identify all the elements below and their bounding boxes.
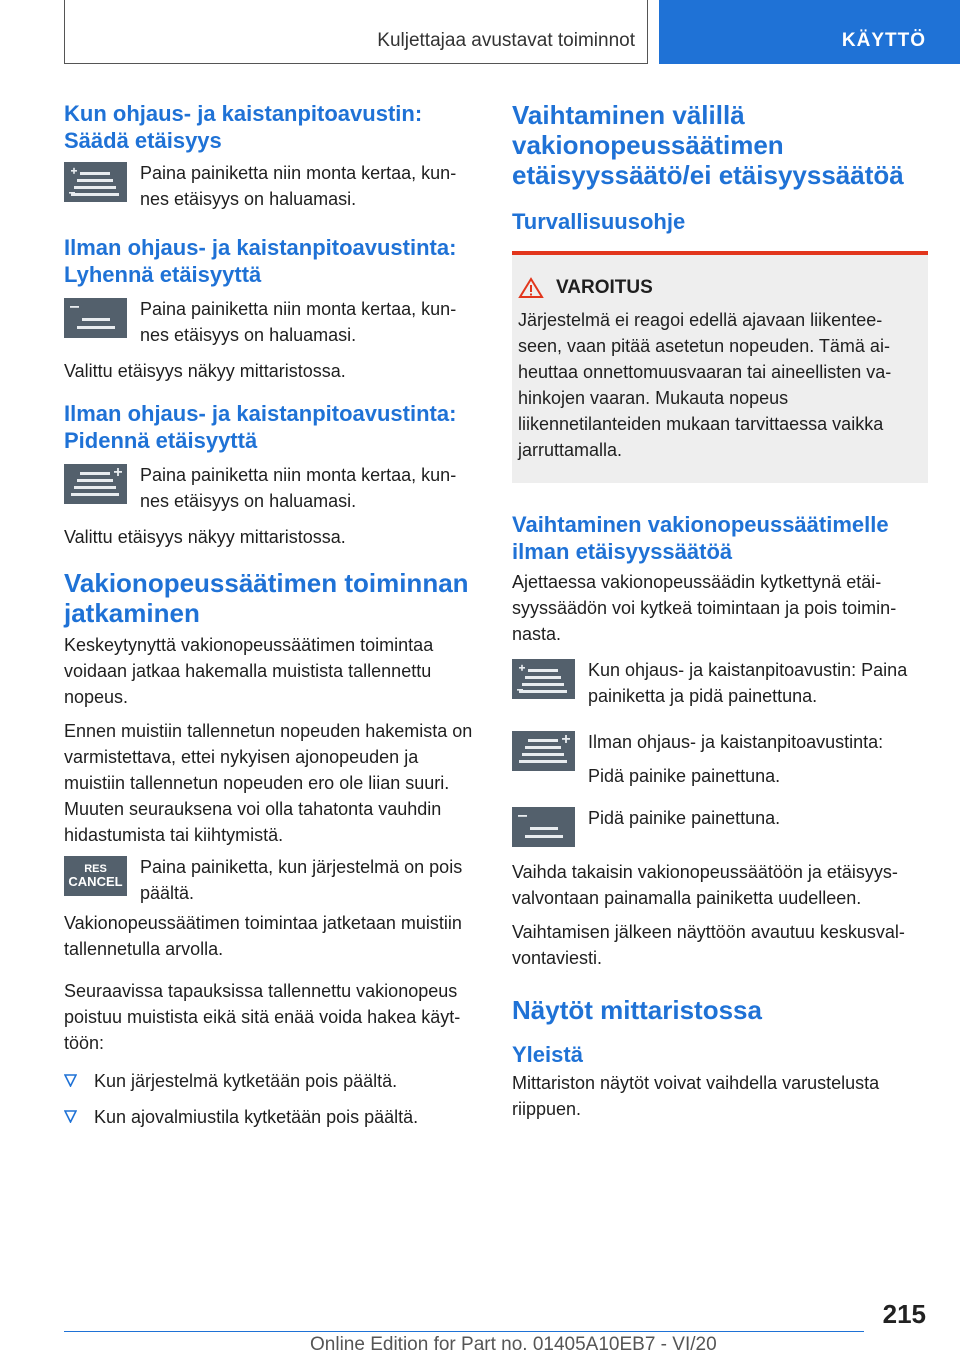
switch-row-2 [512, 729, 928, 789]
warning-title: VAROITUS [556, 277, 653, 298]
resume-paragraph-2: Ennen muistiin tallennetun nopeuden hakemista on varmistettava, ettei nykyisen ajonopeuden ja muistiin tallennetun nopeuden ero ole liian suuri. Muuten seurauksena voi olla tahatonta vauhdin hidastumista tai kiihtymistä. [64, 721, 473, 845]
switch-row-2-text [588, 729, 883, 789]
warning-triangle-icon [518, 277, 544, 299]
distance-toggle-icon [64, 162, 127, 202]
resume-paragraph-1: Keskeytynyttä vakionopeussäätimen toimintaa voidaan jatkaa hakemalla muistista tallennettu nopeus. [64, 635, 434, 707]
heading-increase-distance: Ilman ohjaus- ja kaistanpitoavustinta: Pidennä etäisyyttä [64, 401, 457, 453]
right-column [512, 100, 928, 1130]
header-chapter-title: KÄYTTÖ [841, 30, 926, 51]
adjust-distance-text: Paina painiketta niin monta kertaa, kunnes etäisyys on haluamasi. [140, 163, 457, 209]
heading-general: Yleistä [512, 1042, 583, 1067]
resume-paragraph-3: Vakionopeussäätimen toimintaa jatketaan muistiin tallennetulla arvolla. [64, 913, 462, 959]
shorten-distance-row [64, 296, 478, 348]
res-cancel-button-icon [64, 856, 127, 896]
increase-distance-text: Paina painiketta niin monta kertaa, kunnes etäisyys on haluamasi. [140, 465, 457, 511]
cancel-label: CANCEL [68, 874, 123, 889]
bullet-text: Kun järjestelmä kytketään pois päältä. [94, 1071, 398, 1091]
switch-row-1-text: Kun ohjaus- ja kaistanpitoavustin: Paina painiketta ja pidä painettuna. [588, 660, 908, 706]
increase-distance-note: Valittu etäisyys näkyy mittaristossa. [64, 527, 346, 547]
switch-row-2-line-1: Ilman ohjaus- ja kaistanpitoavustinta: [588, 732, 884, 752]
resume-paragraph-4: Seuraavissa tapauksissa tallennettu vakionopeus poistuu muistista eikä sitä enää voida hakea käyttöön: [64, 981, 461, 1053]
footer-edition: Online Edition for Part no. 01405A10EB7 - VI/20 [310, 1334, 717, 1355]
adjust-distance-row [64, 160, 478, 212]
triangle-bullet-icon [64, 1110, 77, 1123]
bullet-list [64, 1068, 478, 1130]
triangle-bullet-icon [64, 1074, 77, 1087]
distance-increase-icon [512, 731, 575, 771]
heading-safety-note: Turvallisuusohje [512, 209, 686, 234]
switch-row-2-line-2: Pidä painike painettuna. [588, 766, 781, 786]
switch-paragraph-2: Vaihda takaisin vakionopeussäätöön ja etäisyysvalvontaan painamalla painiketta uudelleen. [512, 862, 898, 908]
list-item [64, 1104, 478, 1130]
heading-switch-without-distance: Vaihtaminen vakionopeussäätimelle ilman etäisyyssäätöä [512, 512, 889, 564]
header-section-box [64, 0, 648, 64]
switch-row-3 [512, 805, 928, 847]
distance-increase-icon [64, 464, 127, 504]
warning-title-row [518, 277, 918, 299]
left-column [64, 100, 478, 1140]
res-cancel-text: Paina painiketta, kun järjestelmä on pois päältä. [140, 857, 463, 903]
switch-paragraph-1: Ajettaessa vakionopeussäädin kytkettynä etäisyyssäädön voi kytkeä toimintaan ja pois toiminnasta. [512, 572, 897, 644]
res-cancel-row [64, 854, 478, 906]
heading-shorten-distance: Ilman ohjaus- ja kaistanpitoavustinta: Lyhennä etäisyyttä [64, 235, 457, 287]
distance-decrease-icon [512, 807, 575, 847]
distance-decrease-icon [64, 298, 127, 338]
switch-row-3-text: Pidä painike painettuna. [588, 808, 781, 828]
general-paragraph: Mittariston näytöt voivat vaihdella varustelusta riippuen. [512, 1073, 880, 1119]
warning-box [512, 251, 928, 483]
heading-resume-cruise: Vakionopeussäätimen toiminnan jatkaminen [64, 568, 469, 628]
header-chapter-tab [659, 0, 960, 64]
increase-distance-row [64, 462, 478, 514]
list-item [64, 1068, 478, 1094]
res-label: RES [84, 863, 107, 875]
header-section-title: Kuljettajaa avustavat toiminnot [377, 30, 635, 51]
switch-paragraph-3: Vaihtamisen jälkeen näyttöön avautuu keskusvalvontaviesti. [512, 922, 905, 968]
shorten-distance-note: Valittu etäisyys näkyy mittaristossa. [64, 361, 346, 381]
heading-adjust-distance: Kun ohjaus- ja kaistanpitoavustin: Säädä etäisyys [64, 101, 423, 153]
heading-switch-modes: Vaihtaminen välillä vakionopeussäätimen etäisyyssäätö/ei etäisyyssäätöä [512, 100, 904, 190]
footer-divider [64, 1331, 864, 1332]
warning-text: Järjestelmä ei reagoi edellä ajavaan liikenteeseen, vaan pitää asetetun nopeuden. Tämä aiheuttaa onnettomuusvaaran tai aineellisten vahinkojen vaaran. Mukauta nopeus liikennetilanteiden mukaan tarvittaessa vaikka jarruttamalla. [518, 310, 892, 460]
distance-toggle-icon [512, 659, 575, 699]
switch-row-1 [512, 657, 928, 709]
heading-cluster-displays: Näytöt mittaristossa [512, 995, 762, 1025]
shorten-distance-text: Paina painiketta niin monta kertaa, kunnes etäisyys on haluamasi. [140, 299, 457, 345]
page-number: 215 [882, 1299, 926, 1329]
bullet-text: Kun ajovalmiustila kytketään pois päältä. [94, 1107, 419, 1127]
